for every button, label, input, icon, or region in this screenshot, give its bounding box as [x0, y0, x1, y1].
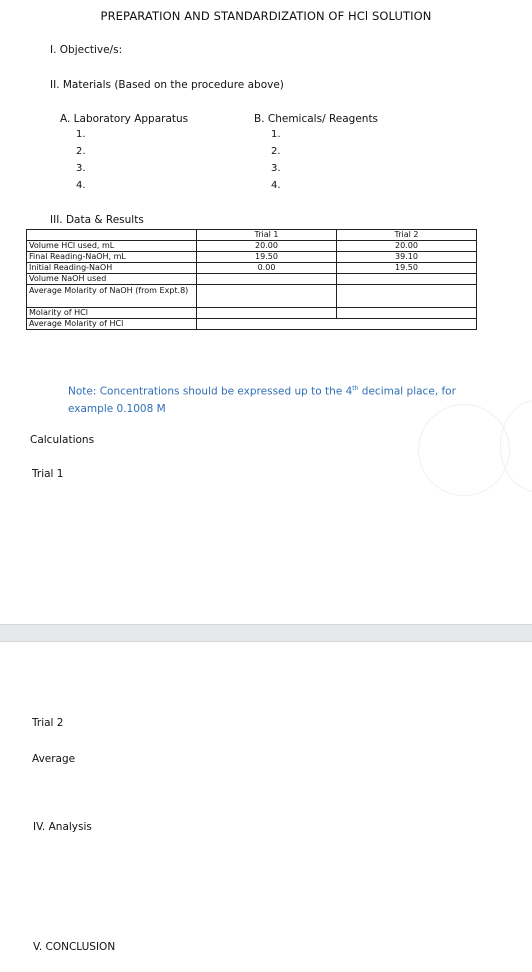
- trial-2-value: 20.00: [337, 241, 477, 252]
- row-label: Molarity of HCl: [27, 308, 197, 319]
- trial-2-value: [337, 285, 477, 308]
- trial-2-value: 19.50: [337, 263, 477, 274]
- header-trial-2: Trial 2: [337, 230, 477, 241]
- table-row: [27, 241, 477, 252]
- reagents-label: B. Chemicals/ Reagents: [254, 113, 379, 125]
- calc-average: Average: [32, 753, 76, 765]
- trial-1-value: 19.50: [197, 252, 337, 263]
- conclusion-heading: V. CONCLUSION: [33, 941, 116, 953]
- table-row: [27, 263, 477, 274]
- data-results-table: [26, 229, 477, 330]
- table-header-row: [27, 230, 477, 241]
- trial-2-value: [337, 274, 477, 285]
- row-label: Average Molarity of HCl: [27, 319, 197, 330]
- trial-1-value: 0.00: [197, 263, 337, 274]
- row-label: Average Molarity of NaOH (from Expt.8): [27, 285, 197, 308]
- row-label: Volume HCl used, mL: [27, 241, 197, 252]
- apparatus-item-1: 1.: [76, 129, 86, 140]
- reagent-item-2: 2.: [271, 146, 281, 157]
- apparatus-item-2: 2.: [76, 146, 86, 157]
- calculations-heading: Calculations: [30, 434, 95, 446]
- trial-1-value: [197, 274, 337, 285]
- data-results-heading: III. Data & Results: [50, 214, 144, 226]
- apparatus-item-4: 4.: [76, 180, 86, 191]
- trial-2-value: [337, 308, 477, 319]
- reagent-item-1: 1.: [271, 129, 281, 140]
- note-line-1-end: decimal place, for: [358, 385, 456, 398]
- row-label: Final Reading-NaOH, mL: [27, 252, 197, 263]
- apparatus-label: A. Laboratory Apparatus: [60, 113, 189, 125]
- objective-heading: I. Objective/s:: [50, 44, 123, 56]
- page-divider: [0, 624, 532, 642]
- analysis-heading: IV. Analysis: [33, 821, 92, 833]
- average-molarity-hcl-value: [197, 319, 477, 330]
- calc-trial-2: Trial 2: [32, 717, 64, 729]
- header-trial-1: Trial 1: [197, 230, 337, 241]
- apparatus-item-3: 3.: [76, 163, 86, 174]
- trial-1-value: 20.00: [197, 241, 337, 252]
- trial-1-value: [197, 308, 337, 319]
- note-line-2: example 0.1008 M: [68, 402, 166, 415]
- table-row: [27, 308, 477, 319]
- page-title: PREPARATION AND STANDARDIZATION OF HCl SOLUTION: [100, 9, 432, 23]
- note-line-1-start: Note: Concentrations should be expressed up to the 4: [68, 385, 353, 398]
- trial-1-value: [197, 285, 337, 308]
- decorative-circle: [418, 404, 510, 496]
- row-label: Volume NaOH used: [27, 274, 197, 285]
- materials-heading: II. Materials (Based on the procedure above): [50, 79, 284, 91]
- calc-trial-1: Trial 1: [32, 468, 64, 480]
- reagent-item-4: 4.: [271, 180, 281, 191]
- table-row: [27, 319, 477, 330]
- trial-2-value: 39.10: [337, 252, 477, 263]
- table-row: [27, 285, 477, 308]
- reagent-item-3: 3.: [271, 163, 281, 174]
- table-row: [27, 252, 477, 263]
- table-row: [27, 274, 477, 285]
- header-cell: [27, 230, 197, 241]
- note-superscript: th: [352, 385, 359, 392]
- row-label: Initial Reading-NaOH: [27, 263, 197, 274]
